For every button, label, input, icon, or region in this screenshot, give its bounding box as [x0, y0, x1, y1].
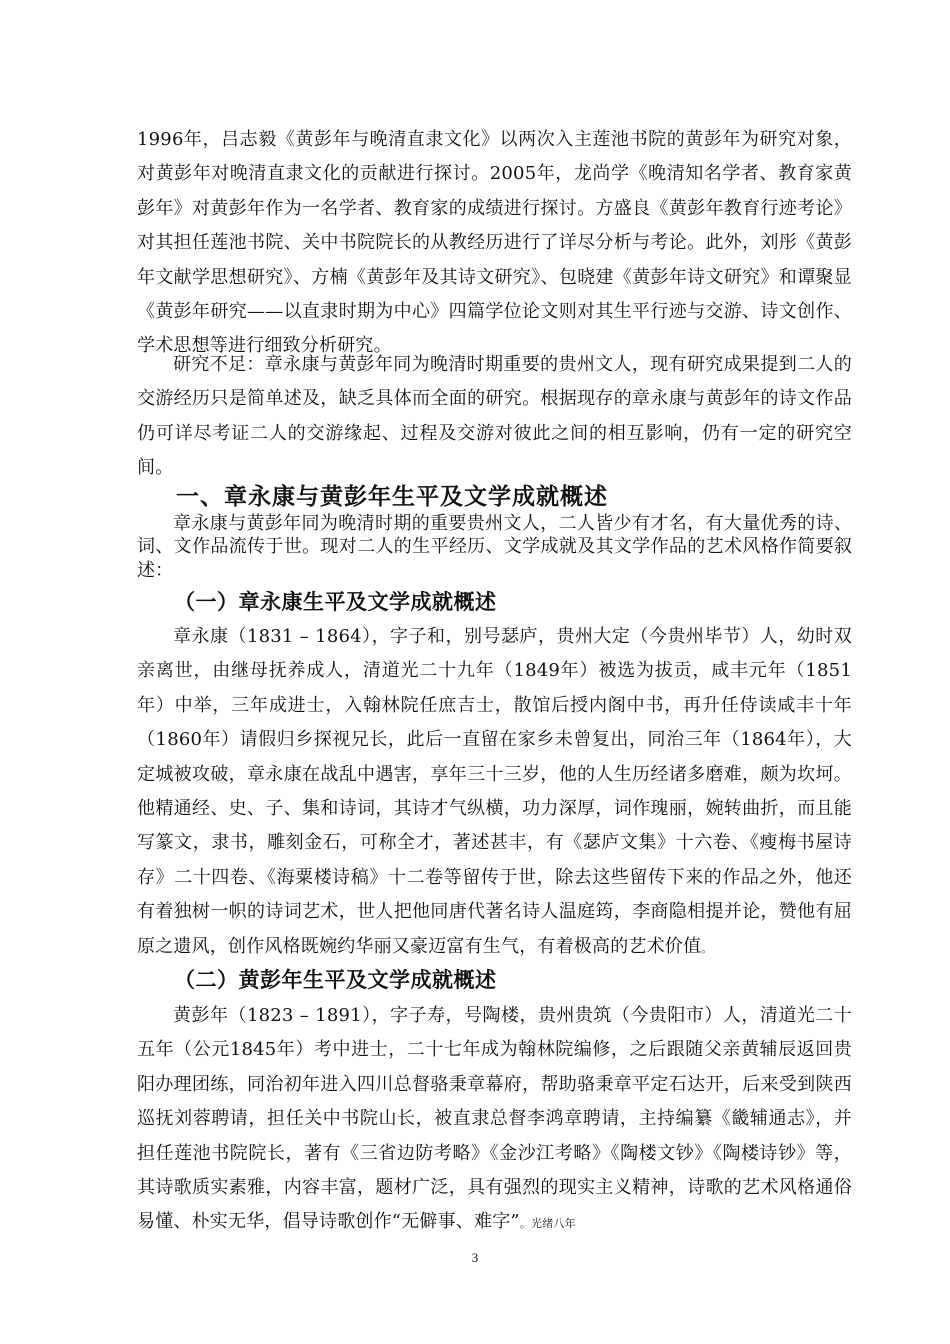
page-number: 3	[471, 1250, 479, 1265]
huang-pengnian-trailing-note: 。光绪八年	[519, 1217, 576, 1231]
research-insufficiency-paragraph: 研究不足：章永康与黄彭年同为晚清时期重要的贵州文人，现有研究成果提到二人的交游经历只是简单述及，缺乏具体而全面的研究。根据现存的章永康与黄彭年的诗文作品仍可详尽考证二人的交游缘起、过程及交游对彼此之间的相互影响，仍有一定的研究空间。	[137, 354, 852, 479]
section1-intro-paragraph: 章永康与黄彭年同为晚清时期的重要贵州文人，二人皆少有才名，有大量优秀的诗、词、文作品流传于世。现对二人的生平经历、文学成就及其文学作品的艺术风格作简要叙述：	[137, 513, 852, 581]
huang-pengnian-biography-text: 黄彭年（1823 – 1891），字子寿，号陶楼，贵州贵筑（今贵阳市）人，清道光二十五年（公元1845年）考中进士，二十七年成为翰林院编修，之后跟随父亲黄辅辰返回贵阳办理团练，同治初年进入四川总督骆秉章幕府，帮助骆秉章平定石达开，后来受到陕西巡抚刘蓉聘请，担任关中书院山长，被直隶总督李鸿章聘请，主持编纂《畿辅通志》，并担任莲池书院院长，著有《三省边防考略》《金沙江考略》《陶楼文钞》《陶楼诗钞》等，其诗歌质实素雅，内容丰富，题材广泛，具有强烈的现实主义精神，诗歌的艺术风格通俗易懂、朴实无华，倡导诗歌创作“无僻事、难字”	[137, 1005, 852, 1233]
subsection-heading-2: （二）黄彭年生平及文学成就概述	[174, 968, 497, 992]
section-heading-1: 一、章永康与黄彭年生平及文学成就概述	[176, 484, 608, 510]
huang-pengnian-biography	[137, 999, 852, 1242]
zhang-yongkang-biography-text: 章永康（1831 – 1864），字子和，别号瑟庐，贵州大定（今贵州毕节）人，幼时双亲离世，由继母抚养成人，清道光二十九年（1849年）被选为拔贡，咸丰元年（1851年）中举，三年成进士，入翰林院任庶吉士，散馆后授内阁中书，再升任侍读咸丰十年（1860年）请假归乡探视兄长，此后一直留在家乡未曾复出，同治三年（1864年），大定城被攻破，章永康在战乱中遇害，享年三十三岁，他的人生历经诸多磨难，颇为坎坷。他精通经、史、子、集和诗词，其诗才气纵横，功力深厚，词作瑰丽，婉转曲折，而且能写篆文，隶书，雕刻金石，可称全才，著述甚丰，有《瑟庐文集》十六卷、《瘦梅书屋诗存》二十四卷、《海粟楼诗稿》十二卷等留传于世，除去这些留传下来的作品之外，他还有着独树一帜的诗词艺术，世人把他同唐代著名诗人温庭筠，李商隐相提并论，赞他有屈原之遗风，创作风格既婉约华丽又豪迈富有生气，有着极高的艺术价值	[137, 626, 852, 957]
intro-paragraph: 1996年，吕志毅《黄彭年与晚清直隶文化》以两次入主莲池书院的黄彭年为研究对象，对黄彭年对晚清直隶文化的贡献进行探讨。2005年，龙尚学《晚清知名学者、教育家黄彭年》对黄彭年作为一名学者、教育家的成绩进行探讨。方盛良《黄彭年教育行迹考论》对其担任莲池书院、关中书院院长的从教经历进行了详尽分析与考论。此外，刘彤《黄彭年文献学思想研究》、方楠《黄彭年及其诗文研究》、包晓建《黄彭年诗文研究》和谭聚显《黄彭年研究——以直隶时期为中心》四篇学位论文则对其生平行迹与交游、诗文创作、学术思想等进行细致分析研究。	[137, 129, 852, 357]
subsection-heading-1: （一）章永康生平及文学成就概述	[174, 590, 497, 614]
zhang-yongkang-biography	[137, 620, 852, 966]
zhang-yongkang-trailing-mark: 。	[701, 941, 713, 955]
